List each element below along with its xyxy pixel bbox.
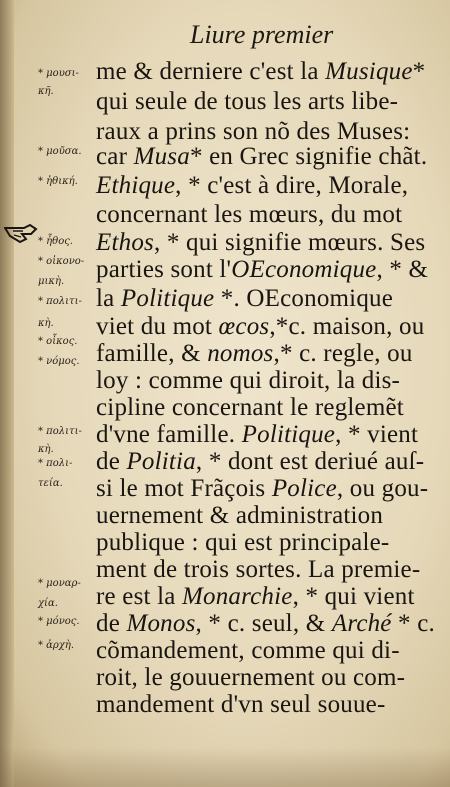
- italic-term: nomos: [207, 340, 274, 367]
- italic-term: Politique: [120, 285, 215, 312]
- text-span: cõmandement, comme qui di-: [96, 637, 400, 664]
- text-span: * en Grec signifie chãt.: [189, 143, 428, 170]
- italic-term: Ethique: [96, 172, 176, 199]
- text-span: , * c. seul, &: [195, 610, 332, 637]
- text-span: ,*c. maison, ou: [269, 313, 425, 340]
- page-edge-shadow: [0, 0, 14, 787]
- text-span: famille, &: [96, 340, 208, 367]
- text-span: , * &: [376, 256, 429, 283]
- text-line: [96, 475, 428, 503]
- text-line: [96, 118, 410, 146]
- text-span: *. OEconomique: [214, 285, 394, 312]
- margin-gloss: * πολι-: [38, 458, 73, 469]
- text-span: , * dont est deriué auſ-: [195, 448, 425, 475]
- margin-gloss: κὴ.: [38, 444, 54, 455]
- italic-term: Monarchie: [181, 583, 293, 610]
- margin-gloss: κῆ.: [38, 86, 54, 97]
- text-span: parties sont l': [96, 256, 232, 283]
- text-line: [96, 502, 383, 530]
- page-bottom-shadow: [0, 747, 450, 787]
- text-span: la: [96, 285, 121, 312]
- margin-gloss: κὴ.: [38, 318, 54, 329]
- margin-gloss: τεία.: [38, 478, 63, 489]
- running-header: Liure premier: [190, 20, 334, 49]
- text-span: , * qui vient: [292, 583, 415, 610]
- text-span: de: [96, 448, 127, 475]
- text-line: [96, 583, 415, 611]
- text-line: [96, 172, 408, 200]
- text-span: si le mot Frãçois: [96, 475, 272, 502]
- text-line: [96, 313, 424, 341]
- text-span: uernement & administration: [96, 502, 384, 529]
- text-span: *: [412, 58, 426, 85]
- text-line: [96, 529, 389, 557]
- text-line: [96, 340, 413, 368]
- text-span: me & derniere c'est la: [96, 58, 326, 85]
- text-line: [96, 610, 435, 638]
- italic-term: Monos: [126, 610, 196, 637]
- italic-term: Musa: [133, 143, 190, 170]
- text-line: [96, 664, 405, 692]
- text-line: [96, 201, 402, 229]
- italic-term: Arché: [331, 610, 392, 637]
- text-line: [96, 394, 404, 422]
- margin-gloss: * μοῦσα.: [38, 146, 82, 157]
- text-span: roit, le gouuernement ou com-: [96, 664, 406, 691]
- margin-gloss: * πολιτι-: [38, 426, 82, 437]
- italic-term: OEconomique: [231, 256, 377, 283]
- italic-term: Politique: [241, 421, 336, 448]
- text-span: , * qui signifie mœurs. Ses: [153, 229, 426, 256]
- margin-gloss: χία.: [38, 598, 58, 609]
- text-span: * c.: [391, 610, 435, 637]
- margin-gloss: * μουσι-: [38, 68, 79, 79]
- text-span: mandement d'vn seul souue-: [96, 691, 386, 718]
- text-line: [96, 421, 418, 449]
- text-line: [96, 88, 398, 116]
- margin-gloss: * ἀρχὴ.: [38, 640, 75, 651]
- text-span: raux a prins son nõ des Muses:: [96, 118, 411, 145]
- margin-gloss: * πολιτι-: [38, 296, 82, 307]
- text-line: [96, 229, 425, 257]
- manicule-icon: [4, 222, 38, 244]
- text-span: , * vient: [335, 421, 419, 448]
- text-span: d'vne famille.: [96, 421, 242, 448]
- text-span: re est la: [96, 583, 182, 610]
- text-span: qui seule de tous les arts libe-: [96, 88, 399, 115]
- italic-term: Musique: [325, 58, 413, 85]
- text-line: [96, 143, 427, 171]
- text-line: [96, 58, 425, 86]
- text-span: , * c'est à dire, Morale,: [175, 172, 409, 199]
- text-span: loy : comme qui diroit, la dis-: [96, 367, 401, 394]
- text-span: publique : qui est principale-: [96, 529, 390, 556]
- text-span: viet du mot: [96, 313, 219, 340]
- text-line: [96, 448, 424, 476]
- text-span: car: [96, 143, 134, 170]
- margin-gloss: * νόμος.: [38, 356, 80, 367]
- italic-term: Politia: [126, 448, 196, 475]
- text-line: [96, 285, 393, 313]
- italic-term: Ethos: [96, 229, 154, 256]
- text-span: ment de trois sortes. La premie-: [96, 556, 421, 583]
- text-line: [96, 556, 420, 584]
- text-line: [96, 637, 400, 665]
- margin-gloss: * ἠθική.: [38, 176, 78, 187]
- margin-gloss: * οἰκονο-: [38, 256, 85, 267]
- text-line: [96, 256, 428, 284]
- text-span: concernant les mœurs, du mot: [96, 201, 403, 228]
- margin-gloss: * μοναρ-: [38, 578, 81, 589]
- italic-term: œcos: [218, 313, 270, 340]
- text-span: cipline concernant le reglemẽt: [96, 394, 404, 421]
- text-span: ,* c. regle, ou: [273, 340, 413, 367]
- text-span: , ou gou-: [336, 475, 429, 502]
- text-line: [96, 367, 400, 395]
- text-span: de: [96, 610, 127, 637]
- margin-gloss: * ἦθος.: [38, 236, 73, 247]
- margin-gloss: * οἶκος.: [38, 336, 78, 347]
- italic-term: Police: [271, 475, 337, 502]
- margin-gloss: μικὴ.: [38, 276, 65, 287]
- text-line: [96, 691, 386, 719]
- margin-gloss: * μόνος.: [38, 616, 80, 627]
